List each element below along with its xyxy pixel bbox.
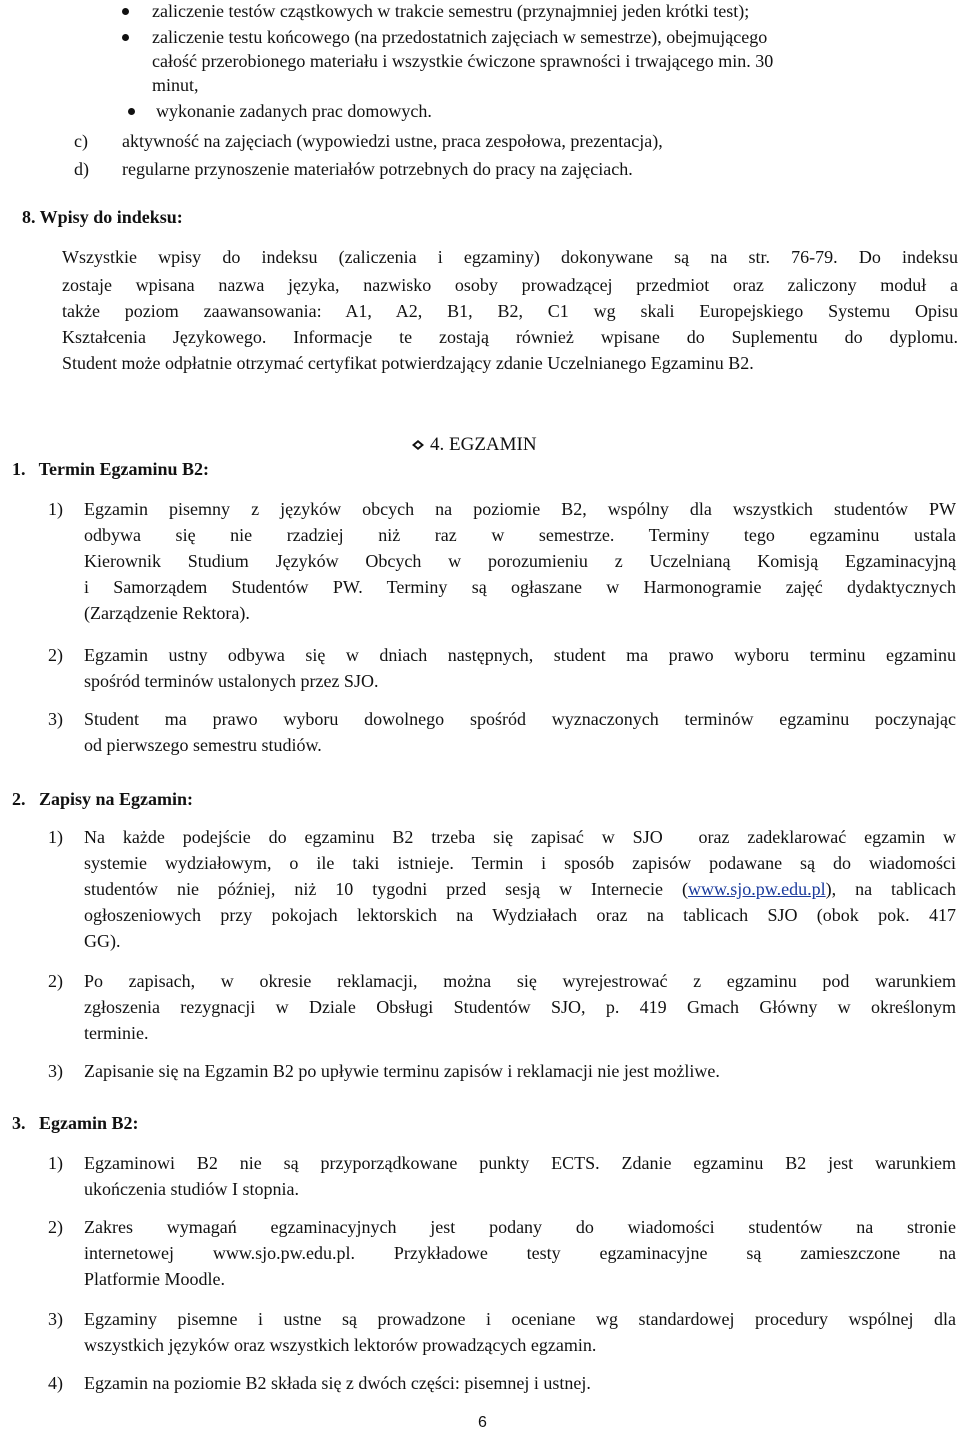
- list-item-line: Egzaminowi B2 nie są przyporządkowane punkty ECTS. Zdanie egzaminu B2 jest warunkiem: [84, 1153, 956, 1173]
- list-item-text: aktywność na zajęciach (wypowiedzi ustne, praca zespołowa, prezentacja),: [122, 131, 663, 151]
- list-marker: 1): [48, 1153, 63, 1173]
- list-item-line: ogłoszeniowych przy pokojach lektorskich na Wydziałach oraz na tablicach SJO (obok pok. 417: [84, 905, 956, 925]
- list-item-line: od pierwszego semestru studiów.: [84, 735, 322, 755]
- list-item-line: GG).: [84, 931, 121, 951]
- bullet-text: zaliczenie testów cząstkowych w trakcie semestru (przynajmniej jeden krótki test);: [152, 1, 750, 21]
- list-item-line: i Samorządem Studentów PW. Terminy są ogłaszane w Harmonogramie zajęć dydaktycznych: [84, 577, 956, 597]
- list-item-line: Egzamin na poziomie B2 składa się z dwóch części: pisemnej i ustnej.: [84, 1373, 591, 1393]
- chapter-heading: 4. EGZAMIN: [430, 434, 537, 455]
- section-heading: 2. Zapisy na Egzamin:: [12, 789, 194, 809]
- list-item-line: Egzaminy pisemne i ustne są prowadzone i oceniane wg standardowej procedury wspólnej dla: [84, 1309, 956, 1329]
- list-marker: d): [74, 159, 89, 179]
- list-marker: 2): [48, 1217, 63, 1237]
- section-heading: 3. Egzamin B2:: [12, 1113, 139, 1133]
- list-item-line: Po zapisach, w okresie reklamacji, można się wyrejestrować z egzaminu pod warunkiem: [84, 971, 956, 991]
- text-segment: studentów nie później, niż 10 tygodni przed sesją w Internecie (: [84, 879, 688, 899]
- page-number: 6: [478, 1414, 487, 1431]
- list-marker: 2): [48, 645, 63, 665]
- bullet-dot: [122, 8, 129, 15]
- list-item-line: wszystkich języków oraz wszystkich lektorów prowadzących egzamin.: [84, 1335, 597, 1355]
- bullet-text: wykonanie zadanych prac domowych.: [156, 101, 432, 121]
- paragraph-line: Student może odpłatnie otrzymać certyfikat potwierdzający zdanie Uczelnianego Egzaminu B2.: [62, 353, 754, 373]
- list-item-line: spośród terminów ustalonych przez SJO.: [84, 671, 379, 691]
- list-item-text: regularne przynoszenie materiałów potrzebnych do pracy na zajęciach.: [122, 159, 633, 179]
- bullet-dot: [122, 34, 129, 41]
- bullet-text-continued: minut,: [152, 75, 199, 95]
- list-item-line: internetowej www.sjo.pw.edu.pl. Przykładowe testy egzaminacyjne są zamieszczone na: [84, 1243, 956, 1263]
- list-item-line: ukończenia studiów I stopnia.: [84, 1179, 299, 1199]
- list-item-line: terminie.: [84, 1023, 149, 1043]
- list-item-line: Zapisanie się na Egzamin B2 po upływie terminu zapisów i reklamacji nie jest możliwe.: [84, 1061, 720, 1081]
- section-heading: 8. Wpisy do indeksu:: [22, 207, 183, 227]
- paragraph-line: Kształcenia Językowego. Informacje te zostają również wpisane do Suplementu do dyplomu.: [62, 327, 958, 347]
- bullet-text: zaliczenie testu końcowego (na przedostatnich zajęciach w semestrze), obejmującego: [152, 27, 768, 47]
- diamond-bullet-icon: [412, 440, 424, 450]
- list-item-line-with-link: [84, 878, 956, 900]
- list-marker: 3): [48, 1061, 63, 1081]
- list-item-line: Platformie Moodle.: [84, 1269, 225, 1289]
- sjo-website-link[interactable]: www.sjo.pw.edu.pl: [687, 879, 826, 899]
- list-item-line: (Zarządzenie Rektora).: [84, 603, 250, 623]
- text-segment: ), na tablicach: [825, 879, 956, 899]
- list-marker: 3): [48, 709, 63, 729]
- list-item-line: Egzamin ustny odbywa się w dniach następnych, student ma prawo wyboru terminu egzaminu: [84, 645, 956, 665]
- list-marker: 1): [48, 499, 63, 519]
- list-item-line: Egzamin pisemny z języków obcych na poziomie B2, wspólny dla wszystkich studentów PW: [84, 499, 956, 519]
- paragraph-line: także poziom zaawansowania: A1, A2, B1, B2, C1 wg skali Europejskiego Systemu Opisu: [62, 301, 958, 321]
- bullet-text-continued: całość przerobionego materiału i wszystkie ćwiczone sprawności i trwającego min. 30: [152, 51, 774, 71]
- list-item-line: systemie wydziałowym, o ile taki istnieje. Termin i sposób zapisów podawane są do wiadomości: [84, 853, 956, 873]
- list-item-line: zgłoszenia rezygnacji w Dziale Obsługi Studentów SJO, p. 419 Gmach Główny w określonym: [84, 997, 956, 1017]
- list-marker: 2): [48, 971, 63, 991]
- paragraph-line: Wszystkie wpisy do indeksu (zaliczenia i egzaminy) dokonywane są na str. 76-79. Do indeksu: [62, 247, 958, 267]
- paragraph-line: zostaje wpisana nazwa języka, nazwisko osoby prowadzącej przedmiot oraz zaliczony moduł a: [62, 275, 958, 295]
- list-marker: 1): [48, 827, 63, 847]
- list-marker: 3): [48, 1309, 63, 1329]
- list-item-line: Na każde podejście do egzaminu B2 trzeba się zapisać w SJO oraz zadeklarować egzamin w: [84, 827, 956, 847]
- list-item-line: Kierownik Studium Języków Obcych w porozumieniu z Uczelnianą Komisją Egzaminacyjną: [84, 551, 956, 571]
- section-heading: 1. Termin Egzaminu B2:: [12, 459, 210, 479]
- list-item-line: odbywa się nie rzadziej niż raz w semestrze. Terminy tego egzaminu ustala: [84, 525, 956, 545]
- bullet-dot: [128, 108, 135, 115]
- list-item-line: Student ma prawo wyboru dowolnego spośród wyznaczonych terminów egzaminu poczynając: [84, 709, 956, 729]
- list-item-line: Zakres wymagań egzaminacyjnych jest podany do wiadomości studentów na stronie: [84, 1217, 956, 1237]
- list-marker: 4): [48, 1373, 63, 1393]
- list-marker: c): [74, 131, 88, 151]
